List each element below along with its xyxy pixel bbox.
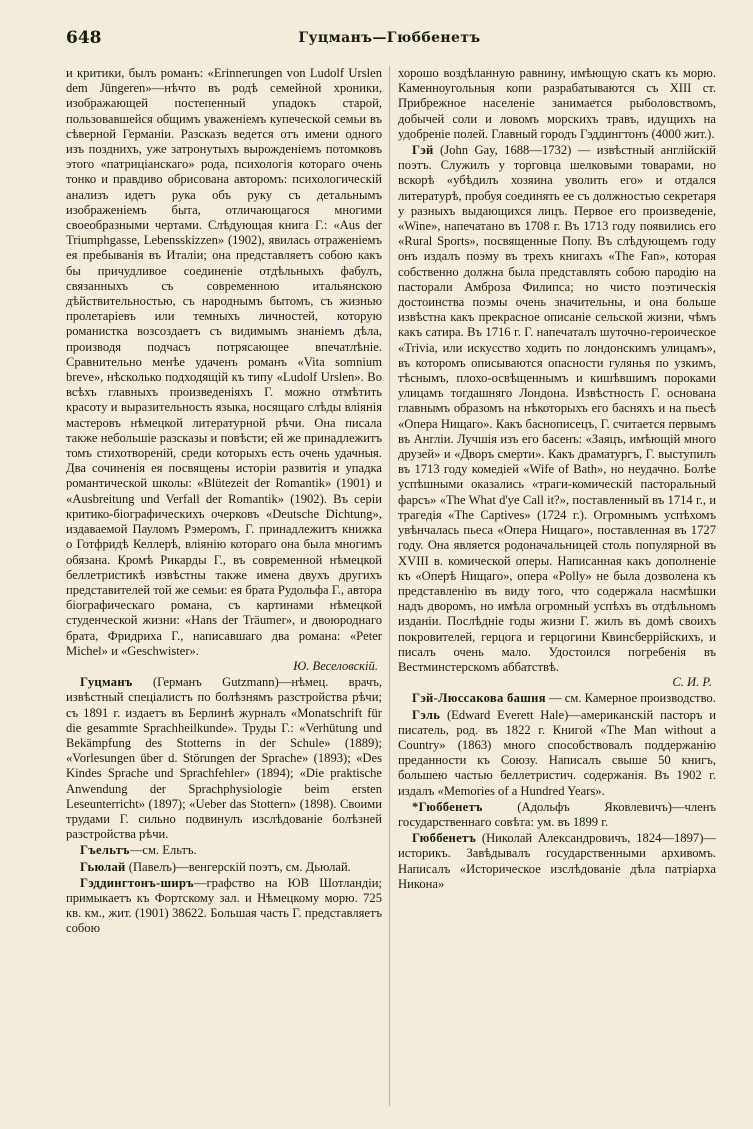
entry-headword: Гэддингтонъ-ширъ: [80, 875, 194, 890]
page-number: 648: [66, 28, 102, 48]
author-signature: Ю. Веселовскій.: [293, 658, 378, 673]
entry-gjelt: [66, 843, 382, 858]
entry-text: (Адольфъ Яковлевичъ)—членъ государственнаго совѣта: ум. въ 1899 г.: [398, 799, 716, 829]
entry-headword: Гьюлай: [80, 859, 126, 874]
entry-text: —графство на ЮВ Шотландіи; примыкаетъ къ Фортскому зал. и Нѣмецкому морю. 725 кв. км., жит. (1901) 38622. Большая часть Г. представляетъ собою: [66, 875, 382, 936]
entry-gutzmann: [66, 675, 382, 842]
entry-gay-lussac-tower: [398, 691, 716, 706]
article-continuation: [398, 66, 716, 142]
entry-gyulai: [66, 860, 382, 875]
entry-headword: *Гюббенетъ: [412, 799, 483, 814]
page-header: [66, 28, 713, 52]
entry-text: (Германъ Gutzmann)—нѣмец. врачъ, извѣстный спеціалистъ по болѣзнямъ разстройства рѣчи; съ 1891 г. издаетъ въ Берлинѣ журналъ «Monatschrift für die gesammte Sprachheilkunde». Труды Г.: «Verhütung und Bekämpfung des Stotterns in der Schule» (1889); «Vorlesungen über d. Störungen der Sprache» (1893); «Des Kindes Sprache und Sprachfehler» (1894); «Die praktische Anwendung der Sprachphysiologie beim ersten Leseunterricht» (1897); «Ueber das Stottern» (1898). Своими трудами Г. сильно подвинулъ изслѣдованіе болѣзней разстройства рѣчи.: [66, 675, 382, 842]
entry-text: и критики, былъ романъ: «Erinnerungen von Ludolf Urslen dem Jüngeren»—нѣчто въ родѣ семейной хроники, изображающей постепенный упадокъ старой, пользовавшейся общимъ уваженіемъ купеческой семьи въ сѣверной Германіи. Разсказъ ведется отъ имени одного изъ позднихъ, уже затронутыхъ вырожденіемъ потомковъ этого «патриціанскаго» рода, психологія котораго очень тонко и правдиво обрисована авторомъ: психологическій анализъ идетъ рука объ руку съ детальнымъ изображеніемъ быта, отличающагося многими своеобразными чертами. Слѣдующая книга Г.: «Aus der Triumphgasse, Lebensskizzen» (1902), явилась отраженіемъ ея пребыванія въ Италіи; она представляетъ собою какъ бы причудливое соединеніе отдѣльныхъ фабулъ, связанныхъ съ современною итальянскою дѣйствительностью, съ народнымъ бытомъ, съ жизнью пролетаріевъ или темныхъ личностей, которую романистка возсоздаетъ съ видимымъ знаніемъ дѣла, производя подчасъ потрясающее впечатлѣніе. Сравнительно менѣе удаченъ романъ «Vita somnium breve», нѣсколько подходящій къ типу «Ludolf Urslen». Во всѣхъ главныхъ произведеніяхъ Г. можно отмѣтить красоту и выразительность языка, носящаго слѣды вліянія мастеровъ нѣмецкой литературной рѣчи. Она писала также небольшіе разсказы и повѣсти; ей же принадлежитъ томъ стихотвореній, среди которыхъ есть очень удачныя. Два сочиненія ея посвящены исторіи развитія и упадка романтической школы: «Blütezeit der Romantik» (1901) и «Ausbreitung und Verfall der Romantik» (1902). Въ серіи критико-біографическихъ очерковъ «Deutsche Dichtung», издаваемой Пауломъ Рэмеромъ, Г. принадлежитъ книжка о Готфридѣ Келлерѣ, влiянію котораго она была многимъ обязана. Кромѣ Рикарды Г., въ современной нѣмецкой беллетристикѣ извѣстны также имена двухъ другихъ представителей той же семьи: ея брата Рудольфа Г., автора біографическаго романа, съ картинами нѣмецкой студенческой жизни: «Hans der Träumer», и двоюроднаго брата, Фридриха Г., написавшаго два романа: «Peter Michel» и «Geschwister».: [66, 66, 382, 658]
entry-headword: Гэй: [412, 143, 434, 158]
right-column: [398, 66, 716, 1116]
entry-text: (Edward Everett Hale)—американскій пасторъ и писатель, род. въ 1822 г. Книгой «The Man without a Country» (1863) много способствовалъ поддержанію преданности къ Союзу. Написалъ свыше 50 книгъ, большею частью беллетристич. содержанія. Въ 1902 г. издалъ «Memories of a Hundred Years».: [398, 707, 716, 798]
entry-text: (Николай Александровичъ, 1824—1897)—историкъ. Завѣдывалъ государственными архивомъ. Написалъ «Историческое изслѣдованіе дѣла патріарха Никона»: [398, 831, 716, 891]
entry-headword: Гуцманъ: [80, 675, 133, 690]
entry-text: — см. Камерное производство.: [549, 691, 716, 706]
entry-hubbenet-nikolai: [398, 831, 716, 892]
entry-headword: Гэй-Люссакова башня: [412, 691, 546, 706]
entry-hubbenet-adolf: [398, 800, 716, 830]
article-continuation: [66, 66, 382, 674]
entry-haddingtonshire: [66, 876, 382, 937]
running-head: Гуцманъ—Гюббенетъ: [298, 30, 481, 46]
entry-headword: Гэль: [412, 707, 441, 722]
author-signature: С. И. Р.: [672, 675, 712, 690]
left-column: [66, 66, 382, 1116]
entry-hale: [398, 708, 716, 799]
entry-text: хорошо воздѣланную равнину, имѣющую скатъ къ морю. Каменноугольныя копи разрабатываются съ XIII ст. Прибрежное населеніе занимается рыболовствомъ, добычей соли и ловомъ морскихъ травъ, идущихъ на удобреніе полей. Главный городъ Гэддингтонъ (4000 жит.).: [398, 66, 716, 141]
entry-text: —см. Ельтъ.: [129, 843, 197, 858]
entry-text: (Павелъ)—венгерскій поэтъ, см. Дьюлай.: [128, 859, 351, 874]
entry-gay: [398, 143, 716, 690]
entry-headword: Гюббенетъ: [412, 831, 477, 846]
entry-headword: Гъельтъ: [80, 843, 130, 858]
column-divider: [389, 66, 390, 1106]
entry-text: (John Gay, 1688—1732) — извѣстный англійскій поэтъ. Служилъ у торговца шелковыми товарами, но вскорѣ «убѣдилъ хозяина уволить его» и отдался литературѣ, пробуя соединять ее съ должностью секретаря у разныхъ выдающихся лицъ. Первое его произведеніе, «Wine», напечатано въ 1708 г. Въ 1713 году появились его «Rural Sports», посвященные Попу. Въ слѣдующемъ году онъ издалъ поэму въ трехъ книгахъ «The Fan», которая собственно должна была представлять собою пародію на пасторали Амброза Филипса; но чисто поэтическія достоинства поэмы очень значительны, и она больше извѣстна какъ прекрасное описаніе сельской жизни, чѣмъ какъ сатира. Въ 1716 г. Г. напечаталъ шуточно-героическое «Trivia, или искусство ходить по лондонскимъ улицамъ», въ которомъ описываются опасности гулянья по узкимъ, тѣснымъ, плохо-освѣщеннымъ и кишѣвшимъ пороками улицамъ тогдашняго Лондона. Извѣстность Г. основана главнымъ образомъ на нѣкоторыхъ его басняхъ и на пьесѣ «Опера Нищаго». Какъ баснописецъ, Г. считается первымъ въ Англіи. Лучшія изъ его басенъ: «Заяцъ, имѣющій много друзей» и «Дворъ смерти». Какъ драматургъ, Г. выступилъ въ 1713 году комедіей «Wife of Bath», но неудачно. Болѣе успѣшными оказались «траги-комическій пасторальный фарсъ» «The What d'ye Call it?», поставленный въ 1714 г., и трагедія «The Captives» (1724 г.). Огромнымъ успѣхомъ увѣнчалась пьеса «Опера Нищаго», поставленная въ 1727 году. Она является родоначальницей столь популярной въ XVIII в. комической оперы. Написанная какъ дополненіе къ «Оперѣ Нищаго», опера «Polly» не была дозволена къ представленію въ виду того, что содержала насмѣшки надъ дворомъ, но имѣла огромный успѣхъ въ отдѣльномъ изданіи. Послѣдніе годы жизни Г. жилъ въ домѣ своихъ покровителей, герцога и герцогини Квинсберрійскихъ, и писалъ очень мало. Удостоился погребенія въ Вестминстерскомъ аббатствѣ.: [398, 143, 716, 674]
